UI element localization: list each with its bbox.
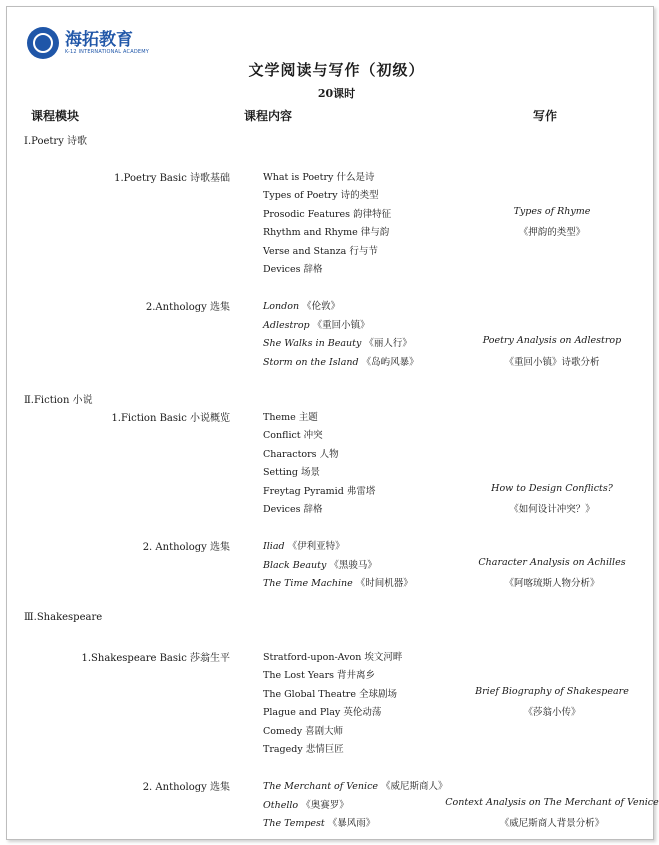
content-item-text: Theme bbox=[263, 412, 296, 423]
content-item-text: Rhythm and Rhyme bbox=[263, 227, 358, 238]
content-item-text: 英伦动荡 bbox=[343, 707, 382, 718]
content-item-text: 律与韵 bbox=[360, 227, 390, 238]
content-item-text: Iliad bbox=[263, 541, 285, 552]
content-item-text: Tragedy bbox=[263, 744, 303, 755]
content-item-text: Storm on the Island bbox=[263, 357, 359, 368]
page-title: 文学阅读与写作（初级） bbox=[248, 61, 425, 79]
content-item bbox=[263, 686, 397, 700]
column-header-content: 课程内容 bbox=[244, 109, 293, 123]
content-item bbox=[263, 464, 320, 478]
content-item bbox=[263, 557, 377, 571]
content-item bbox=[263, 354, 419, 368]
content-item-text: Verse and Stanza bbox=[263, 246, 347, 257]
content-item bbox=[263, 538, 345, 552]
content-item bbox=[263, 778, 448, 792]
content-item-text: 场景 bbox=[301, 467, 321, 478]
content-item-text: 弗雷塔 bbox=[346, 486, 376, 497]
content-item-text: Comedy bbox=[263, 726, 303, 737]
content-item-text: 《暴风雨》 bbox=[327, 818, 376, 829]
document-page bbox=[6, 6, 659, 840]
content-item bbox=[263, 483, 375, 497]
content-item-text: 《黑骏马》 bbox=[329, 560, 377, 571]
writing-title-cn: 《莎翁小传》 bbox=[523, 707, 581, 718]
logo-tagline: K-12 INTERNATIONAL ACADEMY bbox=[65, 49, 150, 55]
content-item-text: Adlestrop bbox=[263, 320, 310, 331]
content-item-text: Types of Poetry bbox=[263, 190, 338, 201]
content-item-text: Freytag Pyramid bbox=[263, 486, 344, 497]
module-label: 1.Shakespeare Basic 莎翁生平 bbox=[81, 653, 230, 664]
module-label: 1.Poetry Basic 诗歌基础 bbox=[114, 173, 230, 184]
logo-emblem-icon bbox=[27, 27, 59, 59]
content-item-text: 《重回小镇》 bbox=[312, 320, 370, 331]
module-label: 2.Anthology 选集 bbox=[145, 302, 230, 313]
content-item-text: Setting bbox=[263, 467, 299, 478]
content-item-text: 辞格 bbox=[303, 264, 323, 275]
content-item bbox=[263, 169, 374, 183]
content-item-text: 埃文河畔 bbox=[364, 652, 403, 663]
content-item bbox=[263, 335, 412, 349]
content-item-text: The Tempest bbox=[263, 818, 325, 829]
content-item-text: Othello bbox=[263, 800, 299, 811]
content-item-text: 诗的类型 bbox=[340, 190, 379, 201]
content-item bbox=[263, 723, 343, 737]
module-label: 2. Anthology 选集 bbox=[142, 542, 230, 553]
column-header-writing: 写作 bbox=[533, 109, 558, 123]
content-item bbox=[263, 704, 381, 718]
content-item-text: 《伦敦》 bbox=[302, 301, 341, 312]
content-item bbox=[263, 427, 323, 441]
writing-title: Context Analysis on The Merchant of Venice bbox=[445, 797, 659, 808]
section-label: Ⅰ.Poetry 诗歌 bbox=[24, 136, 88, 147]
content-item-text: 《岛屿风暴》 bbox=[361, 357, 419, 368]
content-item-text: What is Poetry bbox=[263, 172, 334, 183]
content-item-text: 韵律特征 bbox=[353, 209, 392, 220]
content-item bbox=[263, 575, 413, 589]
module-label: 1.Fiction Basic 小说概览 bbox=[111, 413, 230, 424]
content-item-text: The Time Machine bbox=[263, 578, 353, 589]
writing-title: Character Analysis on Achilles bbox=[478, 557, 626, 568]
writing-title: How to Design Conflicts? bbox=[491, 483, 613, 494]
content-item-text: Prosodic Features bbox=[263, 209, 351, 220]
content-item-text: She Walks in Beauty bbox=[263, 338, 362, 349]
content-item bbox=[263, 187, 379, 201]
content-item-text: Devices bbox=[263, 264, 301, 275]
content-item-text: London bbox=[263, 301, 300, 312]
writing-title: Types of Rhyme bbox=[513, 206, 591, 217]
content-item bbox=[263, 261, 323, 275]
content-item bbox=[263, 224, 389, 238]
content-item-text: Conflict bbox=[263, 430, 301, 441]
content-item-text: 《丽人行》 bbox=[364, 338, 412, 349]
content-item-text: Black Beauty bbox=[263, 560, 327, 571]
content-item-text: Charactors bbox=[263, 449, 317, 460]
content-item-text: 《威尼斯商人》 bbox=[381, 781, 448, 792]
content-item bbox=[263, 741, 344, 755]
content-item-text: 冲突 bbox=[303, 430, 323, 441]
content-item-text: 辞格 bbox=[303, 504, 323, 515]
content-item-text: The Lost Years bbox=[263, 670, 334, 681]
writing-title: Poetry Analysis on Adlestrop bbox=[482, 335, 622, 346]
content-item-text: 全球剧场 bbox=[359, 689, 398, 700]
content-item bbox=[263, 409, 318, 423]
content-item bbox=[263, 797, 349, 811]
content-item-text: Devices bbox=[263, 504, 301, 515]
writing-title-cn: 《阿喀琉斯人物分析》 bbox=[504, 578, 600, 589]
content-item bbox=[263, 243, 378, 257]
content-item-text: 什么是诗 bbox=[336, 172, 375, 183]
writing-title: Brief Biography of Shakespeare bbox=[475, 686, 629, 697]
content-item-text: Stratford-upon-Avon bbox=[263, 652, 362, 663]
content-item bbox=[263, 501, 323, 515]
content-item bbox=[263, 815, 375, 829]
writing-title-cn: 《押韵的类型》 bbox=[518, 227, 586, 238]
logo bbox=[27, 27, 149, 59]
content-item-text: 背井离乡 bbox=[337, 670, 376, 681]
content-item-text: 行与节 bbox=[349, 246, 378, 257]
content-item-text: 悲情巨匠 bbox=[305, 744, 344, 755]
section-label: Ⅱ.Fiction 小说 bbox=[24, 395, 93, 406]
content-item-text: 人物 bbox=[319, 449, 339, 460]
section-label: Ⅲ.Shakespeare bbox=[24, 612, 103, 623]
content-item-text: 喜剧大师 bbox=[305, 726, 344, 737]
content-item bbox=[263, 667, 375, 681]
content-item bbox=[263, 298, 340, 312]
column-header-module: 课程模块 bbox=[31, 109, 80, 123]
logo-name: 海拓教育 bbox=[65, 30, 133, 50]
writing-title-cn: 《如何设计冲突？》 bbox=[509, 504, 595, 515]
page-subtitle: 20课时 bbox=[317, 87, 356, 100]
content-item-text: 主题 bbox=[298, 412, 318, 423]
content-item-text: The Merchant of Venice bbox=[263, 781, 379, 792]
content-item-text: 《伊利亚特》 bbox=[287, 541, 345, 552]
content-item-text: 《奥赛罗》 bbox=[301, 800, 349, 811]
content-item-text: 《时间机器》 bbox=[355, 578, 413, 589]
content-item bbox=[263, 206, 391, 220]
content-item bbox=[263, 649, 402, 663]
module-label: 2. Anthology 选集 bbox=[142, 782, 230, 793]
writing-title-cn: 《重回小镇》诗歌分析 bbox=[504, 357, 600, 368]
writing-title-cn: 《威尼斯商人背景分析》 bbox=[499, 818, 605, 829]
content-item bbox=[263, 317, 370, 331]
content-item-text: Plague and Play bbox=[263, 707, 341, 718]
content-item bbox=[263, 446, 339, 460]
content-item-text: The Global Theatre bbox=[263, 689, 356, 700]
